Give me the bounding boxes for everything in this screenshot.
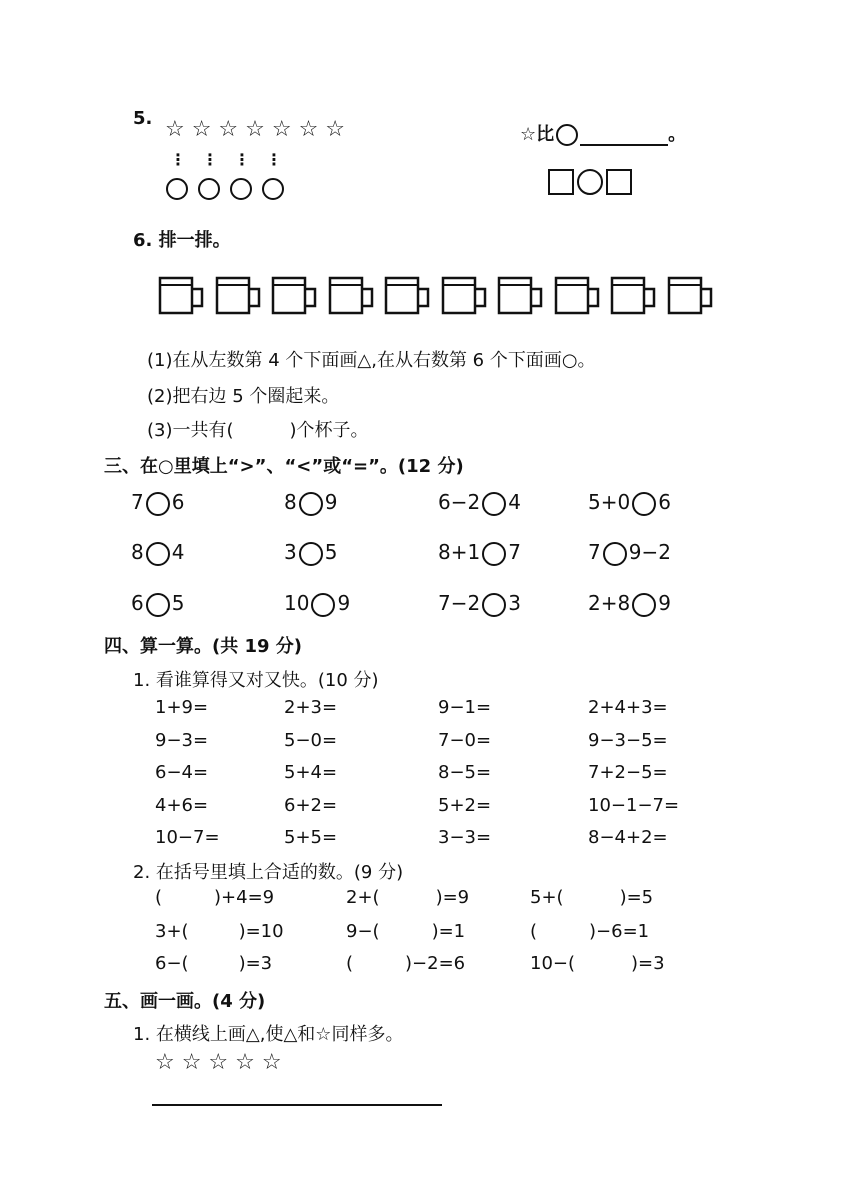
compare-right: 9−2 (628, 540, 671, 564)
compare-circle-blank[interactable] (482, 492, 506, 516)
compare-right: 6 (171, 490, 185, 514)
equation[interactable]: 7−0= (438, 729, 492, 751)
equation[interactable]: 5+5= (284, 827, 338, 848)
section-4-title: 四、算一算。(共 19 分) (104, 636, 303, 657)
circle-icon (262, 178, 284, 200)
compare-item (438, 490, 521, 516)
equation[interactable]: 9−3−5= (588, 729, 668, 751)
compare-left: 7 (131, 490, 144, 514)
section-4-q2-title: 2. 在括号里填上合适的数。(9 分) (133, 862, 404, 883)
square-icon (548, 169, 574, 195)
equation[interactable]: 9−1= (438, 697, 492, 718)
section-5-q1-title: 1. 在横线上画△,使△和☆同样多。 (133, 1024, 404, 1045)
compare-item (284, 540, 337, 566)
cup-icon (667, 276, 715, 320)
equation-suffix: )+4=9 (214, 887, 275, 908)
equation[interactable]: 2+3= (284, 697, 338, 718)
cup-icon (384, 276, 432, 320)
equation-prefix: 3+( (155, 921, 189, 942)
circle-icon (198, 178, 220, 200)
compare-item (284, 591, 350, 617)
equation-suffix: )=9 (435, 887, 470, 908)
equation-prefix: ( (530, 921, 538, 942)
equation-suffix: )−6=1 (589, 921, 650, 942)
equation-suffix: )−2=6 (405, 953, 466, 974)
compare-left: 7 (588, 540, 601, 564)
equation[interactable]: 5+2= (438, 794, 492, 816)
compare-right: 9 (658, 591, 671, 615)
fill-blank-equation (155, 953, 272, 974)
cup-icon (215, 276, 263, 320)
q5-shape-row (548, 169, 632, 195)
q5-compare-suffix: 。 (668, 124, 687, 145)
compare-circle-blank[interactable] (311, 593, 335, 617)
compare-circle-blank[interactable] (299, 492, 323, 516)
compare-right: 9 (324, 490, 338, 514)
compare-circle-blank[interactable] (482, 593, 506, 617)
q6-item-3-suffix: )个杯子。 (289, 420, 369, 441)
compare-left: 10 (284, 591, 310, 615)
compare-item (284, 490, 337, 516)
compare-item (131, 540, 184, 566)
equation[interactable]: 9−3= (155, 729, 209, 751)
compare-left: 8+1 (438, 540, 481, 564)
fill-blank-equation (346, 921, 465, 942)
compare-item (588, 490, 671, 516)
cup-icon (610, 276, 658, 320)
equation[interactable]: 7+2−5= (588, 762, 668, 783)
compare-item (131, 591, 184, 617)
fill-blank-equation (530, 921, 649, 942)
section-5-star-row: ☆ ☆ ☆ ☆ ☆ (155, 1050, 282, 1075)
equation[interactable]: 5+4= (284, 762, 338, 783)
compare-right: 5 (324, 540, 338, 564)
cup-icon (441, 276, 489, 320)
equation[interactable]: 6−4= (155, 762, 209, 783)
compare-item (588, 540, 671, 566)
section-4-q1-title: 1. 看谁算得又对又快。(10 分) (133, 670, 379, 691)
circle-icon (166, 178, 188, 200)
compare-right: 5 (171, 591, 185, 615)
circle-icon (230, 178, 252, 200)
compare-left: 6 (131, 591, 144, 615)
compare-right: 7 (508, 540, 521, 564)
section-5-title: 五、画一画。(4 分) (104, 991, 266, 1012)
q5-compare-prefix: ☆比 (520, 124, 555, 145)
equation-suffix: )=5 (619, 887, 654, 908)
q5-star-row: ☆ ☆ ☆ ☆ ☆ ☆ ☆ (165, 117, 346, 142)
equation-suffix: )=3 (238, 953, 273, 974)
compare-right: 4 (171, 540, 185, 564)
q5-dot-column-group (170, 150, 298, 169)
compare-left: 8 (284, 490, 297, 514)
compare-item (131, 490, 184, 516)
compare-circle-blank[interactable] (632, 492, 656, 516)
compare-left: 3 (284, 540, 297, 564)
equation-prefix: 6−( (155, 953, 189, 974)
section-3-title: 三、在○里填上“>”、“<”或“=”。(12 分) (104, 456, 464, 477)
equation-prefix: 2+( (346, 887, 380, 908)
cup-icon (271, 276, 319, 320)
equation[interactable]: 8−5= (438, 762, 492, 783)
cup-icon (497, 276, 545, 320)
equation[interactable]: 10−1−7= (588, 794, 680, 816)
equation[interactable]: 10−7= (155, 827, 220, 848)
fill-blank-equation (530, 953, 665, 974)
compare-item (438, 591, 521, 617)
equation[interactable]: 3−3= (438, 827, 492, 848)
compare-left: 6−2 (438, 490, 481, 514)
compare-right: 4 (508, 490, 521, 514)
equation-prefix: ( (155, 887, 163, 908)
compare-left: 2+8 (588, 591, 631, 615)
compare-circle-blank[interactable] (146, 593, 170, 617)
equation-suffix: )=1 (431, 921, 466, 942)
section-5-answer-line[interactable] (152, 1104, 442, 1106)
compare-circle-blank[interactable] (299, 542, 323, 566)
compare-left: 8 (131, 540, 144, 564)
q6-item-3 (147, 416, 369, 442)
equation-suffix: )=3 (631, 953, 665, 974)
q5-dots-2: ⋮ (202, 150, 218, 169)
compare-circle-blank[interactable] (146, 542, 170, 566)
square-icon (606, 169, 632, 195)
compare-item (438, 540, 521, 566)
equation[interactable]: 2+4+3= (588, 697, 668, 718)
compare-left: 5+0 (588, 490, 631, 514)
q6-item-1: (1)在从左数第 4 个下面画△,在从右数第 6 个下面画○。 (147, 350, 596, 371)
q5-number: 5. (133, 108, 153, 129)
equation-suffix: )=10 (238, 921, 284, 942)
equation-prefix: 10−( (530, 953, 576, 974)
equation-prefix: ( (346, 953, 354, 974)
compare-circle-blank[interactable] (603, 542, 627, 566)
equation-prefix: 5+( (530, 887, 564, 908)
compare-item (588, 591, 671, 617)
cup-icon (328, 276, 376, 320)
circle-icon (556, 124, 578, 146)
q5-dots-3: ⋮ (234, 150, 250, 169)
equation[interactable]: 4+6= (155, 794, 209, 816)
compare-circle-blank[interactable] (146, 492, 170, 516)
q6-item-2: (2)把右边 5 个圈起来。 (147, 386, 340, 407)
circle-icon (577, 169, 603, 195)
cup-icon (158, 276, 206, 320)
equation[interactable]: 1+9= (155, 697, 209, 718)
compare-circle-blank[interactable] (632, 593, 656, 617)
cup-icon (554, 276, 602, 320)
equation[interactable]: 6+2= (284, 794, 338, 816)
fill-blank-equation (346, 953, 465, 974)
q5-dots-4: ⋮ (266, 150, 282, 169)
compare-right: 9 (337, 591, 351, 615)
compare-right: 3 (508, 591, 521, 615)
fill-blank-equation (530, 887, 653, 908)
fill-blank-equation (155, 921, 284, 942)
q6-title: 6. 排一排。 (133, 230, 231, 251)
equation-prefix: 9−( (346, 921, 380, 942)
compare-right: 6 (658, 490, 671, 514)
compare-left: 7−2 (438, 591, 481, 615)
equation[interactable]: 8−4+2= (588, 827, 668, 848)
q5-answer-line[interactable] (580, 144, 668, 146)
equation[interactable]: 5−0= (284, 729, 338, 751)
fill-blank-equation (346, 887, 469, 908)
q6-item-3-prefix: (3)一共有( (147, 420, 234, 441)
q5-circle-row (164, 178, 286, 200)
fill-blank-equation (155, 887, 274, 908)
compare-circle-blank[interactable] (482, 542, 506, 566)
q5-compare (520, 120, 686, 146)
q5-dots-1: ⋮ (170, 150, 186, 169)
